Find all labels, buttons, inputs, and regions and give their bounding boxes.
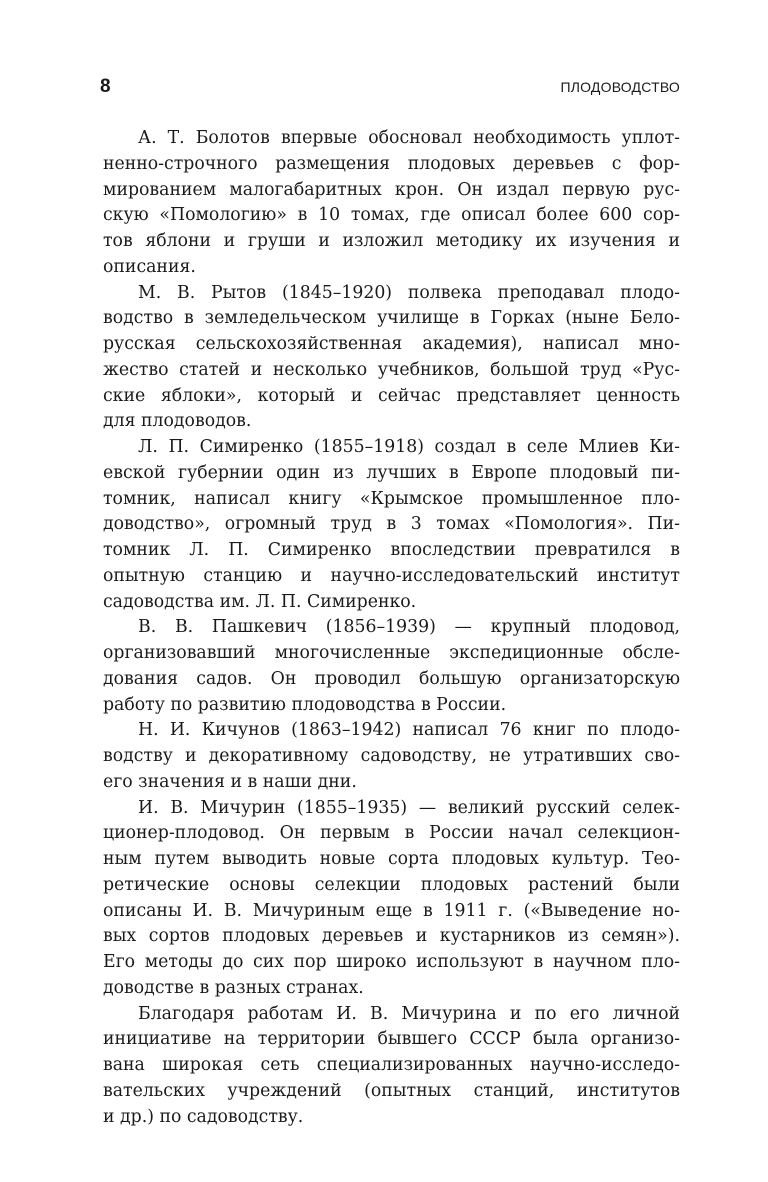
text-line: томник, написал книгу «Крымское промышленное пло- [103,488,680,509]
text-line: садоводства им. Л. П. Симиренко. [103,591,417,612]
running-title: ПЛОДОВОДСТВО [560,79,680,95]
text-line: В. В. Пашкевич (1856–1939) — крупный плодовод, [138,617,680,638]
text-line: вана широкая сеть специализированных научно-исследо- [103,1055,680,1075]
paragraph-bolotov [103,126,680,281]
text-line: доводстве в разных странах. [103,977,364,998]
paragraph-michurin [103,796,680,1002]
text-line: и др.) по садоводству. [103,1106,304,1127]
text-line: ным путем выводить новые сорта плодовых культур. Тео- [103,849,680,869]
text-line: для плодоводов. [103,411,252,432]
text-line: водство в земледельческом училище в Горках (ныне Бело- [103,308,680,329]
text-line: опытную станцию и научно-исследовательский институт [103,565,680,586]
text-line: описания. [103,256,196,277]
text-line: евской губернии один из лучших в Европе плодовый пи- [103,462,680,483]
text-line: инициативе на территории бывшего СССР была организо- [103,1029,680,1050]
page-number: 8 [100,76,111,97]
text-line: работу по развитию плодоводства в России. [103,694,507,715]
paragraph-network [103,1002,680,1131]
text-line: его значения и в наши дни. [103,771,357,792]
text-line: вательских учреждений (опытных станций, институтов [103,1080,680,1101]
text-line: русская сельскохозяйственная академия), написал мно- [103,334,680,354]
text-line: ретические основы селекции плодовых растений были [103,874,680,895]
text-line: ненно-строчного размещения плодовых деревьев с фор- [103,153,680,174]
text-line: жество статей и несколько учебников, большой труд «Рус- [103,359,680,380]
text-line: Л. П. Симиренко (1855–1918) создал в селе Млиев Ки- [138,437,680,457]
text-line: И. В. Мичурин (1855–1935) — великий русский селек- [138,797,680,818]
text-line: водству и декоративному садоводству, не утративших сво- [103,746,680,766]
text-line: А. Т. Болотов впервые обосновал необходимость уплот- [138,128,680,148]
paragraph-simirenko [103,435,680,615]
text-line: Н. И. Кичунов (1863–1942) написал 76 книг по плодо- [138,720,680,741]
text-line: описаны И. В. Мичуриным еще в 1911 г. («Выведение но- [103,900,680,921]
text-line: ционер-плодовод. Он первым в России начал селекцион- [103,823,680,844]
text-line: Его методы до сих пор широко используют в научном пло- [103,952,680,972]
text-line: тов яблони и груши и изложил методику их изучения и [103,231,680,251]
text-line: доводство», огромный труд в 3 томах «Помология». Пи- [103,514,680,535]
text-line: дования садов. Он проводил большую организаторскую [103,668,680,689]
text-line: томник Л. П. Симиренко впоследствии превратился в [103,540,680,560]
text-line: организовавший многочисленные экспедиционные обсле- [103,643,680,663]
text-line: М. В. Рытов (1845–1920) полвека преподавал плодо- [138,282,680,303]
text-line: скую «Помологию» в 10 томах, где описал более 600 сор- [103,205,680,226]
text-line: ские яблоки», который и сейчас представляет ценность [103,385,680,406]
paragraph-rytov [103,281,680,436]
paragraph-pashkevich [103,615,680,718]
text-line: мированием малогабаритных крон. Он издал первую рус- [103,179,680,200]
page-header [100,76,680,100]
body-text [103,126,680,1130]
text-line: Благодаря работам И. В. Мичурина и по его личной [138,1003,680,1024]
paragraph-kichunov [103,718,680,795]
text-line: вых сортов плодовых деревьев и кустарников из семян»). [103,926,680,947]
